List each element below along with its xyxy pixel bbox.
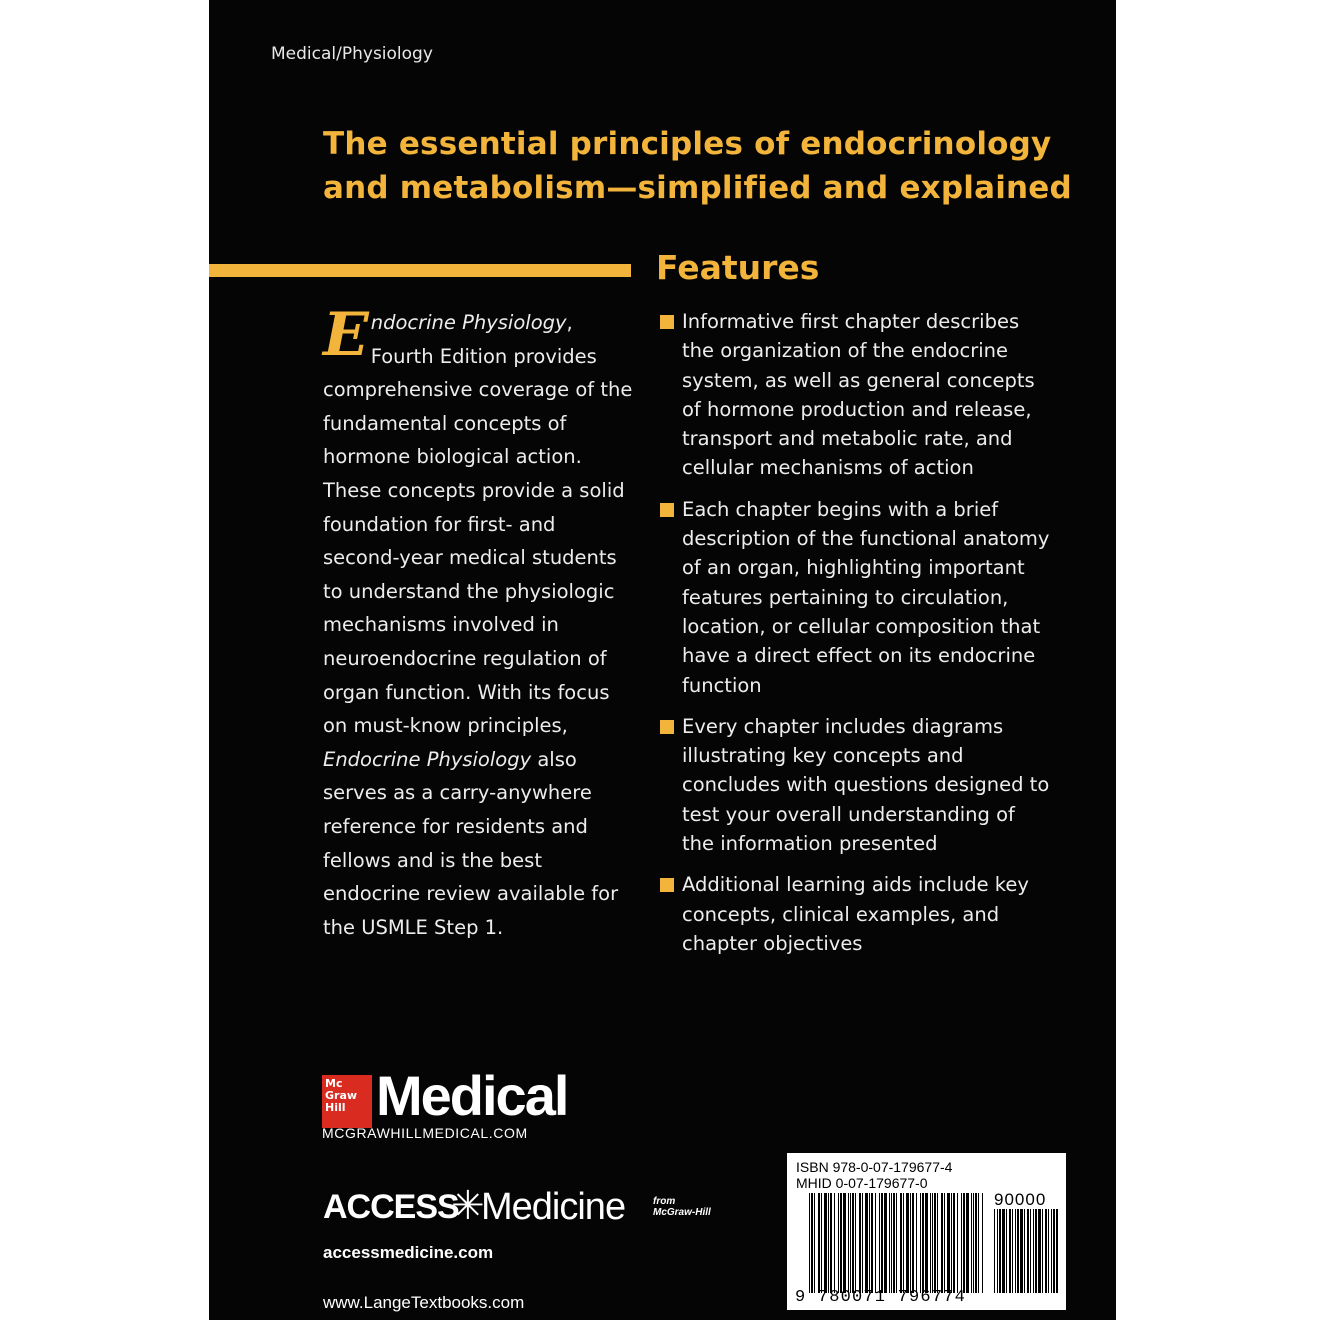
lange-url: www.LangeTextbooks.com <box>323 1293 525 1312</box>
isbn-number: ISBN 978-0-07-179677-4 <box>796 1159 953 1175</box>
logo-box-line: Mc <box>325 1077 343 1090</box>
category-label: Medical/Physiology <box>271 44 433 64</box>
barcode-addon-bars <box>994 1209 1058 1293</box>
feature-item <box>660 495 1050 700</box>
accessmedicine-url: accessmedicine.com <box>323 1243 494 1262</box>
headline-line-2: and metabolism—simplified and explained <box>323 170 1072 206</box>
headline <box>323 122 1083 210</box>
barcode-bars <box>809 1193 983 1293</box>
logo-box-line: Hill <box>325 1101 346 1114</box>
from-mcgraw-hill <box>653 1196 711 1218</box>
book-title-italic: ndocrine Physiology <box>370 311 567 334</box>
feature-text: Informative first chapter describes the organization of the endocrine system, as well as general concepts of hormone production and release, transport and metabolic rate, and cellular mechanisms of action <box>682 310 1035 480</box>
from-publisher: McGraw-Hill <box>653 1207 711 1218</box>
medical-wordmark: Medical <box>376 1064 568 1127</box>
mcgrawhill-url: MCGRAWHILLMEDICAL.COM <box>322 1125 528 1141</box>
square-bullet-icon <box>660 503 674 517</box>
mhid-number: MHID 0-07-179677-0 <box>796 1175 928 1191</box>
feature-item <box>660 870 1050 958</box>
feature-item <box>660 307 1050 483</box>
drop-cap: E <box>323 300 369 370</box>
access-star-icon: ✳ <box>451 1183 485 1229</box>
description-text-2: also serves as a carry-anywhere reference for residents and fellows and is the best endocrine review available for the USMLE Step 1. <box>323 747 619 939</box>
feature-item <box>660 712 1050 858</box>
square-bullet-icon <box>660 315 674 329</box>
square-bullet-icon <box>660 878 674 892</box>
feature-text: Each chapter begins with a brief description of the functional anatomy of an organ, highlighting important features pertaining to circulation, location, or cellular composition that have a direct effect on its endocrine function <box>682 497 1050 697</box>
headline-line-1: The essential principles of endocrinology <box>323 126 1052 162</box>
description-paragraph <box>323 300 635 944</box>
mcgraw-hill-box-logo <box>322 1075 372 1128</box>
access-wordmark: ACCESS <box>323 1188 459 1226</box>
accent-rule <box>209 264 631 277</box>
back-cover <box>209 0 1116 1320</box>
barcode-digits: 9 780071 796774 <box>795 1288 967 1307</box>
from-label: from <box>653 1196 676 1207</box>
book-title-italic-2: Endocrine Physiology <box>323 747 532 771</box>
isbn-barcode <box>787 1153 1066 1310</box>
price-code: 90000 <box>994 1190 1047 1209</box>
features-heading: Features <box>656 248 820 287</box>
description-text-1: , Fourth Edition provides comprehensive coverage of the fundamental concepts of hormone biological action. These concepts provide a solid foundation for first- and second-year medical students to understand the physiologic mechanisms involved in neuroendocrine regulation of organ function. With its focus on must-know principles, <box>323 311 633 738</box>
feature-text: Additional learning aids include key concepts, clinical examples, and chapter objectives <box>682 873 1029 955</box>
feature-text: Every chapter includes diagrams illustrating key concepts and concludes with questions designed to test your overall understanding of the information presented <box>682 714 1050 856</box>
isbn-text <box>796 1159 952 1191</box>
logo-box-line: Graw <box>325 1089 358 1102</box>
medicine-wordmark: Medicine <box>481 1186 626 1228</box>
square-bullet-icon <box>660 720 674 734</box>
features-list <box>660 307 1050 970</box>
